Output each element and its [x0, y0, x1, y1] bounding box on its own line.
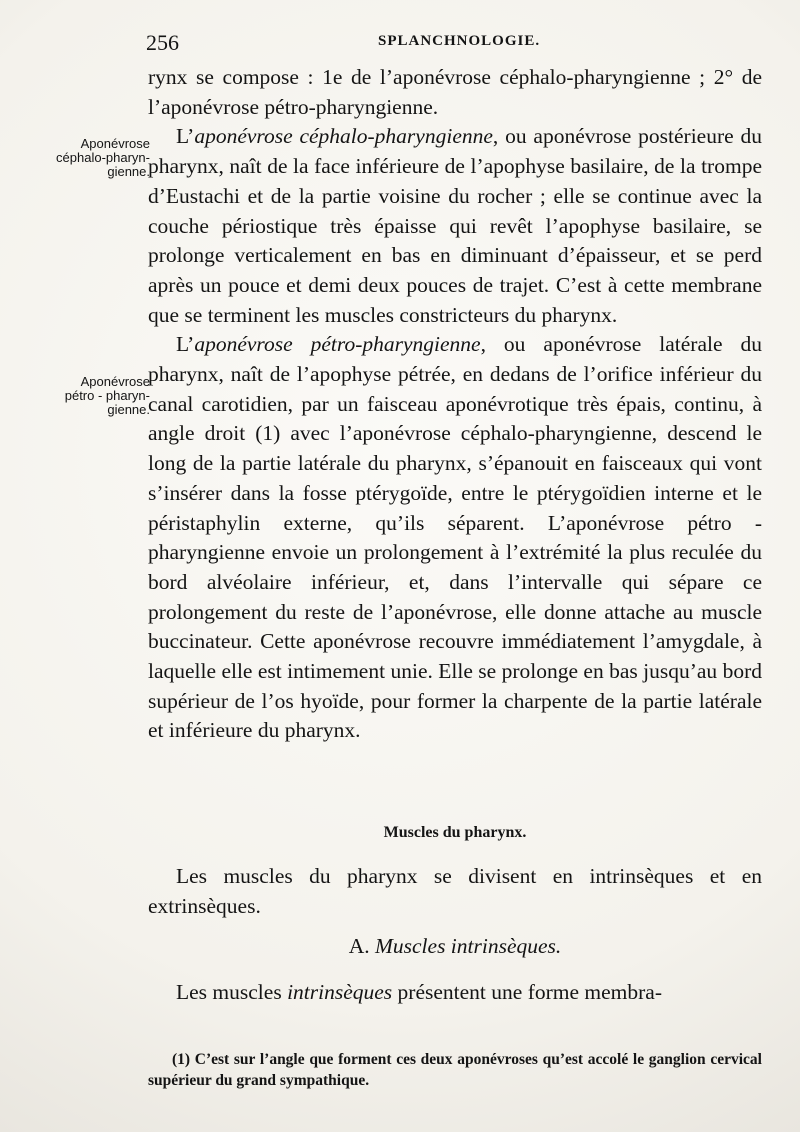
section-heading-muscles: Muscles du pharynx.	[383, 824, 527, 841]
paragraph-text: présentent une forme membra-	[392, 980, 663, 1004]
page-number: 256	[146, 30, 179, 55]
term-intrinseques: intrinsèques	[287, 980, 393, 1004]
paragraph-text: , ou aponévrose latérale du pharynx, naît de l’apophyse pétrée, en dedans de l’orifice inférieur du canal carotidien, par un faisceau aponévrotique très épais, continu, à angle droit (1) avec l’aponévrose céphalo-pharyngienne, descend le long de la partie latérale du pharynx, s’épanouit en faisceaux qui vont s’insérer dans la fosse ptérygoïde, entre le ptérygoïdien interne et le péristaphylin externe, qu’ils séparent. L’aponévrose pétro - pharyngienne envoie un prolongement à l’extrémité la plus reculée du bord alvéolaire inférieur, et, dans l’intervalle qui sépare ce prolongement du reste de l’aponévrose, elle donne attache au muscle buccinateur. Cette aponévrose recouvre immédiatement l’amygdale, à laquelle elle est intimement unie. Elle se prolonge en bas jusqu’au bord supérieur de l’os hyoïde, pour former la charpente de la partie latérale et inférieure du pharynx.	[148, 332, 762, 743]
subsection-heading-intrinsic	[148, 934, 762, 959]
subsection-letter: A.	[348, 934, 370, 958]
body-text	[148, 63, 762, 746]
term-petro-pharyngienne: aponévrose pétro-pharyngienne	[194, 332, 481, 357]
paragraph-muscles-division	[148, 862, 762, 921]
term-cephalo-pharyngienne: aponévrose céphalo-pharyngienne	[194, 124, 493, 149]
margin-note-cephalo-pharyngienne: Aponévrose céphalo-pharyn- gienne.	[56, 136, 150, 179]
paragraph-intrinsic-muscles	[148, 978, 762, 1008]
paragraph-intrinsic	[148, 978, 762, 1008]
paragraph-intro: rynx se compose : 1e de l’aponévrose céphalo-pharyngienne ; 2° de l’aponévrose pétro-pharyngienne.	[148, 65, 762, 119]
paragraph-cephalo-pharyngienne	[148, 122, 762, 330]
subsection-title: Muscles intrinsèques.	[374, 934, 562, 958]
paragraph-petro-pharyngienne	[148, 330, 762, 746]
page-header-title: SPLANCHNOLOGIE.	[378, 33, 541, 49]
paragraph-lead: L’	[176, 124, 195, 149]
running-head	[0, 30, 800, 60]
paragraph-lead: L’	[176, 332, 195, 357]
footnote: (1) C’est sur l’angle que forment ces deux aponévroses qu’est accolé le ganglion cervical supérieur du grand sympathique.	[148, 1051, 762, 1089]
margin-note-petro-pharyngienne: Aponévrose pétro - pharyn- gienne.	[64, 374, 150, 417]
paragraph-lead: Les muscles	[176, 980, 288, 1004]
paragraph-text: , ou aponévrose postérieure du pharynx, naît de la face inférieure de l’apophyse basilaire, de la trompe d’Eustachi et de la partie voisine du rocher ; elle se continue avec la couche périostique très épaisse qui revêt l’apophyse basilaire, se prolonge verticalement en bas en diminuant d’épaisseur, et se perd après un pouce et demi deux pouces de trajet. C’est à cette membrane que se terminent les muscles constricteurs du pharynx.	[148, 124, 762, 327]
paragraph-text: Les muscles du pharynx se divisent en intrinsèques et en extrinsèques.	[148, 864, 762, 918]
